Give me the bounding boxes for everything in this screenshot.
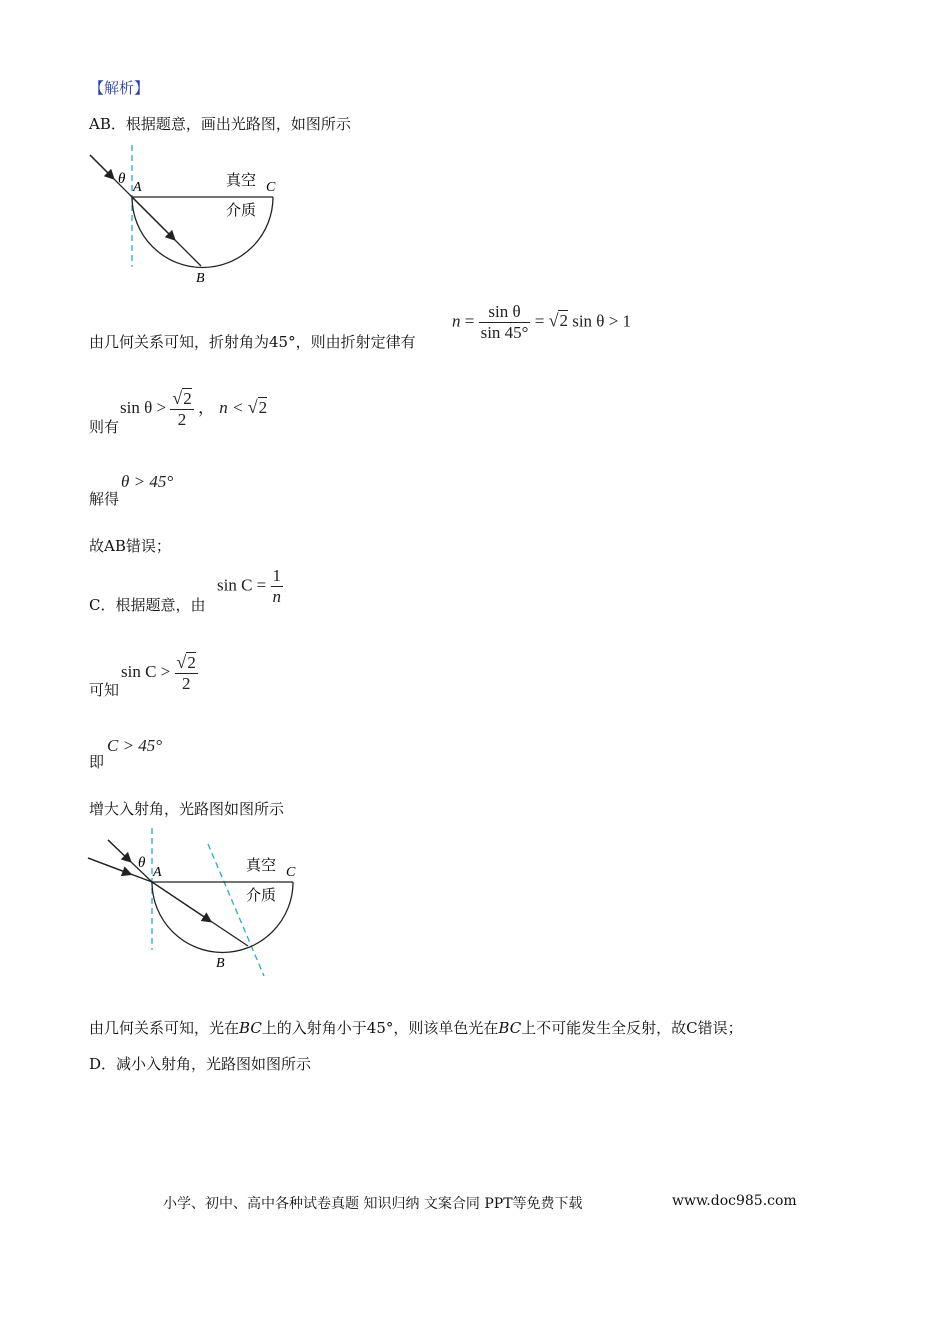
ab-wrong: 故AB错误； xyxy=(89,537,171,555)
light-path-figure-2 xyxy=(80,826,310,976)
c-result: C > 45° xyxy=(107,736,163,755)
analysis-label: 【解析】 xyxy=(89,79,150,97)
c-intro: C．根据题意，由 xyxy=(89,596,206,614)
point-a-label: A xyxy=(133,180,142,195)
known-label: 可知 xyxy=(89,681,120,699)
c-conclusion: 由几何关系可知，光在BC上的入射角小于45°，则该单色光在BC上不可能发生全反射，故C错误； xyxy=(89,1019,743,1037)
footer-text: 小学、初中、高中各种试卷真题 知识归纳 文案合同 PPT等免费下载 xyxy=(163,1196,583,1212)
d-intro: D．减小入射角，光路图如图所示 xyxy=(89,1055,312,1073)
medium-label: 介质 xyxy=(246,888,277,904)
ab-intro: AB．根据题意，画出光路图，如图所示 xyxy=(89,115,351,133)
theta-label: θ xyxy=(118,171,126,187)
light-path-figure-1 xyxy=(80,145,290,290)
solve-label: 解得 xyxy=(89,490,120,508)
ji-label: 即 xyxy=(89,753,105,771)
point-b-label: B xyxy=(196,271,205,286)
medium-label: 介质 xyxy=(226,203,257,219)
point-c-label: C xyxy=(266,180,276,195)
vacuum-label: 真空 xyxy=(246,858,277,874)
point-b-label: B xyxy=(216,956,225,971)
point-a-label: A xyxy=(153,865,162,880)
theta-label: θ xyxy=(138,855,146,871)
sin-c-inequality: sin C > $\frac{√2}{2}$ xyxy=(121,652,196,693)
increase-intro: 增大入射角，光路图如图所示 xyxy=(89,800,285,818)
then-have: 则有 xyxy=(89,418,120,436)
geometry-sentence: 由几何关系可知，折射角为45°，则由折射定律有 xyxy=(89,333,416,351)
theta-result: θ > 45° xyxy=(121,472,174,491)
point-c-label: C xyxy=(286,865,296,880)
critical-angle-equation: sin C = $\frac{1}{n}$ xyxy=(217,566,282,606)
footer-url[interactable]: www.doc985.com xyxy=(672,1193,797,1209)
inequality-sin-theta: sin θ > $\frac{√2}{2}$ ， n < √2 xyxy=(120,388,268,429)
snell-equation: n = $\frac{\text{sin θ}}{\sin 45^\circ}$ = √2 sin θ > 1 xyxy=(452,302,632,342)
vacuum-label: 真空 xyxy=(226,173,257,189)
